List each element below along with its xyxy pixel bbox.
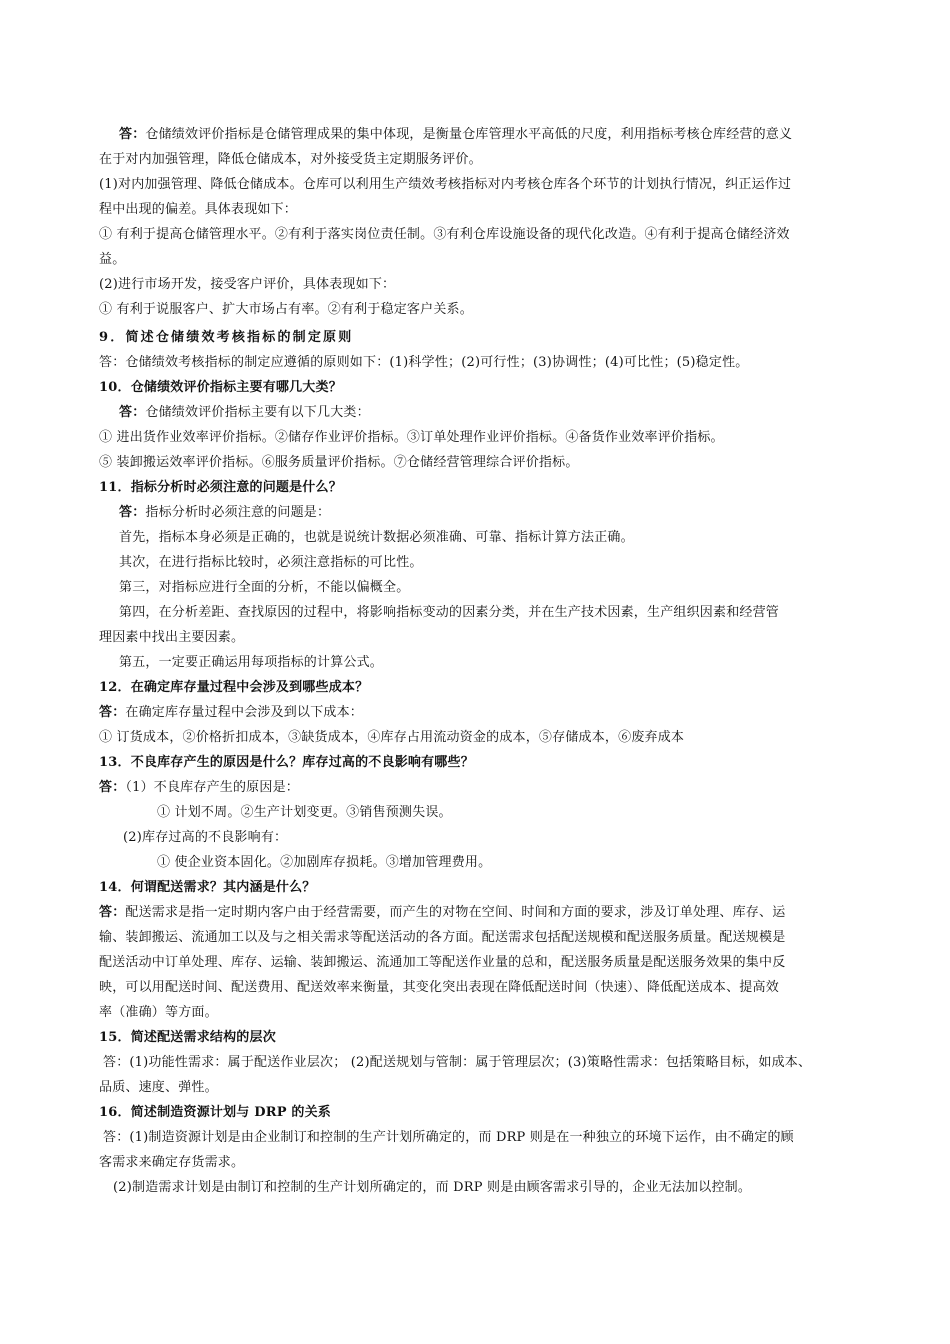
answer-lead: 答： xyxy=(99,905,126,920)
question-heading: 16．简述制造资源计划与 DRP 的关系 xyxy=(99,1105,331,1120)
paragraph-line: 配送活动中订单处理、库存、运输、装卸搬运、流通加工等配送作业量的总和，配送服务质量是配送服务效果的集中反 xyxy=(99,955,786,970)
question-heading: 15．简述配送需求结构的层次 xyxy=(99,1030,276,1045)
answer-line: 答：(1)功能性需求：属于配送作业层次； (2)配送规划与管制：属于管理层次；(3)策略性需求：包括策略目标，如成本、 xyxy=(103,1055,812,1070)
question-heading: 9．简述仓储绩效考核指标的制定原则 xyxy=(99,330,354,345)
question-heading: 11．指标分析时必须注意的问题是什么？ xyxy=(99,480,342,495)
paragraph-line: ① 有利于说服客户、扩大市场占有率。②有利于稳定客户关系。 xyxy=(99,302,473,317)
paragraph-line: 程中出现的偏差。具体表现如下： xyxy=(99,202,298,217)
answer-line xyxy=(99,705,363,721)
answer-lead: 答： xyxy=(119,127,146,142)
answer-lead: 答： xyxy=(99,705,126,720)
question-heading: 10．仓储绩效评价指标主要有哪几大类？ xyxy=(99,380,342,395)
answer-lead: 答： xyxy=(119,505,146,520)
answer-text: 在确定库存量过程中会涉及到以下成本： xyxy=(125,705,364,720)
answer-lead: 答： xyxy=(119,405,146,420)
answer-line xyxy=(99,780,299,796)
paragraph-line: (2)库存过高的不良影响有： xyxy=(123,830,288,845)
question-heading: 12．在确定库存量过程中会涉及到哪些成本？ xyxy=(99,680,369,695)
paragraph-line: 在于对内加强管理，降低仓储成本，对外接受货主定期服务评价。 xyxy=(99,152,482,167)
answer-line xyxy=(119,505,330,521)
answer-line xyxy=(119,405,370,421)
paragraph-line: ① 进出货作业效率评价指标。②储存作业评价指标。③订单处理作业评价指标。④备货作业效率评价指标。 xyxy=(99,430,724,445)
paragraph-line: (1)对内加强管理、降低仓储成本。仓库可以利用生产绩效考核指标对内考核仓库各个环节的计划执行情况，纠正运作过 xyxy=(99,177,792,192)
paragraph-line: 第四，在分析差距、查找原因的过程中，将影响指标变动的因素分类，并在生产技术因素，生产组织因素和经营管 xyxy=(119,605,780,620)
paragraph-line: 益。 xyxy=(99,252,126,267)
answer-text: 配送需求是指一定时期内客户由于经营需要，而产生的对物在空间、时间和方面的要求，涉及订单处理、库存、运 xyxy=(125,905,786,920)
paragraph-line: 输、装卸搬运、流通加工以及与之相关需求等配送活动的各方面。配送需求包括配送规模和配送服务质量。配送规模是 xyxy=(99,930,786,945)
paragraph-line: 客需求来确定存货需求。 xyxy=(99,1155,245,1170)
answer-line xyxy=(119,127,792,143)
answer-lead: 答： xyxy=(99,780,126,795)
answer-text: （1）不良库存产生的原因是： xyxy=(125,780,299,795)
answer-text: 指标分析时必须注意的问题是： xyxy=(145,505,331,520)
answer-text: 仓储绩效评价指标主要有以下几大类： xyxy=(145,405,370,420)
answer-line: 答：仓储绩效考核指标的制定应遵循的原则如下：(1)科学性；(2)可行性；(3)协调性；(4)可比性；(5)稳定性。 xyxy=(99,355,749,370)
answer-line: 答：(1)制造资源计划是由企业制订和控制的生产计划所确定的，而 DRP 则是在一种独立的环境下运作，由不确定的顾 xyxy=(103,1130,794,1145)
question-heading: 13．不良库存产生的原因是什么？库存过高的不良影响有哪些？ xyxy=(99,755,474,770)
paragraph-line: ① 使企业资本固化。②加剧库存损耗。③增加管理费用。 xyxy=(157,855,492,870)
question-heading: 14．何谓配送需求？其内涵是什么？ xyxy=(99,880,316,895)
paragraph-line: (2)制造需求计划是由制订和控制的生产计划所确定的，而 DRP 则是由顾客需求引导的，企业无法加以控制。 xyxy=(113,1180,752,1195)
paragraph-line: ① 计划不周。②生产计划变更。③销售预测失误。 xyxy=(157,805,452,820)
paragraph-line: ① 有利于提高仓储管理水平。②有利于落实岗位责任制。③有利仓库设施设备的现代化改造。④有利于提高仓储经济效 xyxy=(99,227,790,242)
paragraph-line: (2)进行市场开发，接受客户评价，具体表现如下： xyxy=(99,277,396,292)
answer-line xyxy=(99,905,785,921)
paragraph-line: ⑤ 装卸搬运效率评价指标。⑥服务质量评价指标。⑦仓储经营管理综合评价指标。 xyxy=(99,455,579,470)
paragraph-line: 第五，一定要正确运用每项指标的计算公式。 xyxy=(119,655,384,670)
paragraph-line: 其次，在进行指标比较时，必须注意指标的可比性。 xyxy=(119,555,423,570)
paragraph-line: 理因素中找出主要因素。 xyxy=(99,630,245,645)
paragraph-line: 首先，指标本身必须是正确的，也就是说统计数据必须准确、可靠、指标计算方法正确。 xyxy=(119,530,634,545)
paragraph-line: 品质、速度、弹性。 xyxy=(99,1080,218,1095)
paragraph-line: ① 订货成本，②价格折扣成本，③缺货成本，④库存占用流动资金的成本，⑤存储成本，⑥废弃成本 xyxy=(99,730,685,745)
answer-text: 仓储绩效评价指标是仓储管理成果的集中体现，是衡量仓库管理水平高低的尺度，利用指标考核仓库经营的意义 xyxy=(145,127,793,142)
paragraph-line: 映，可以用配送时间、配送费用、配送效率来衡量，其变化突出表现在降低配送时间（快速）、降低配送成本、提高效 xyxy=(99,980,779,995)
paragraph-line: 第三，对指标应进行全面的分析，不能以偏概全。 xyxy=(119,580,410,595)
paragraph-line: 率（准确）等方面。 xyxy=(99,1005,218,1020)
